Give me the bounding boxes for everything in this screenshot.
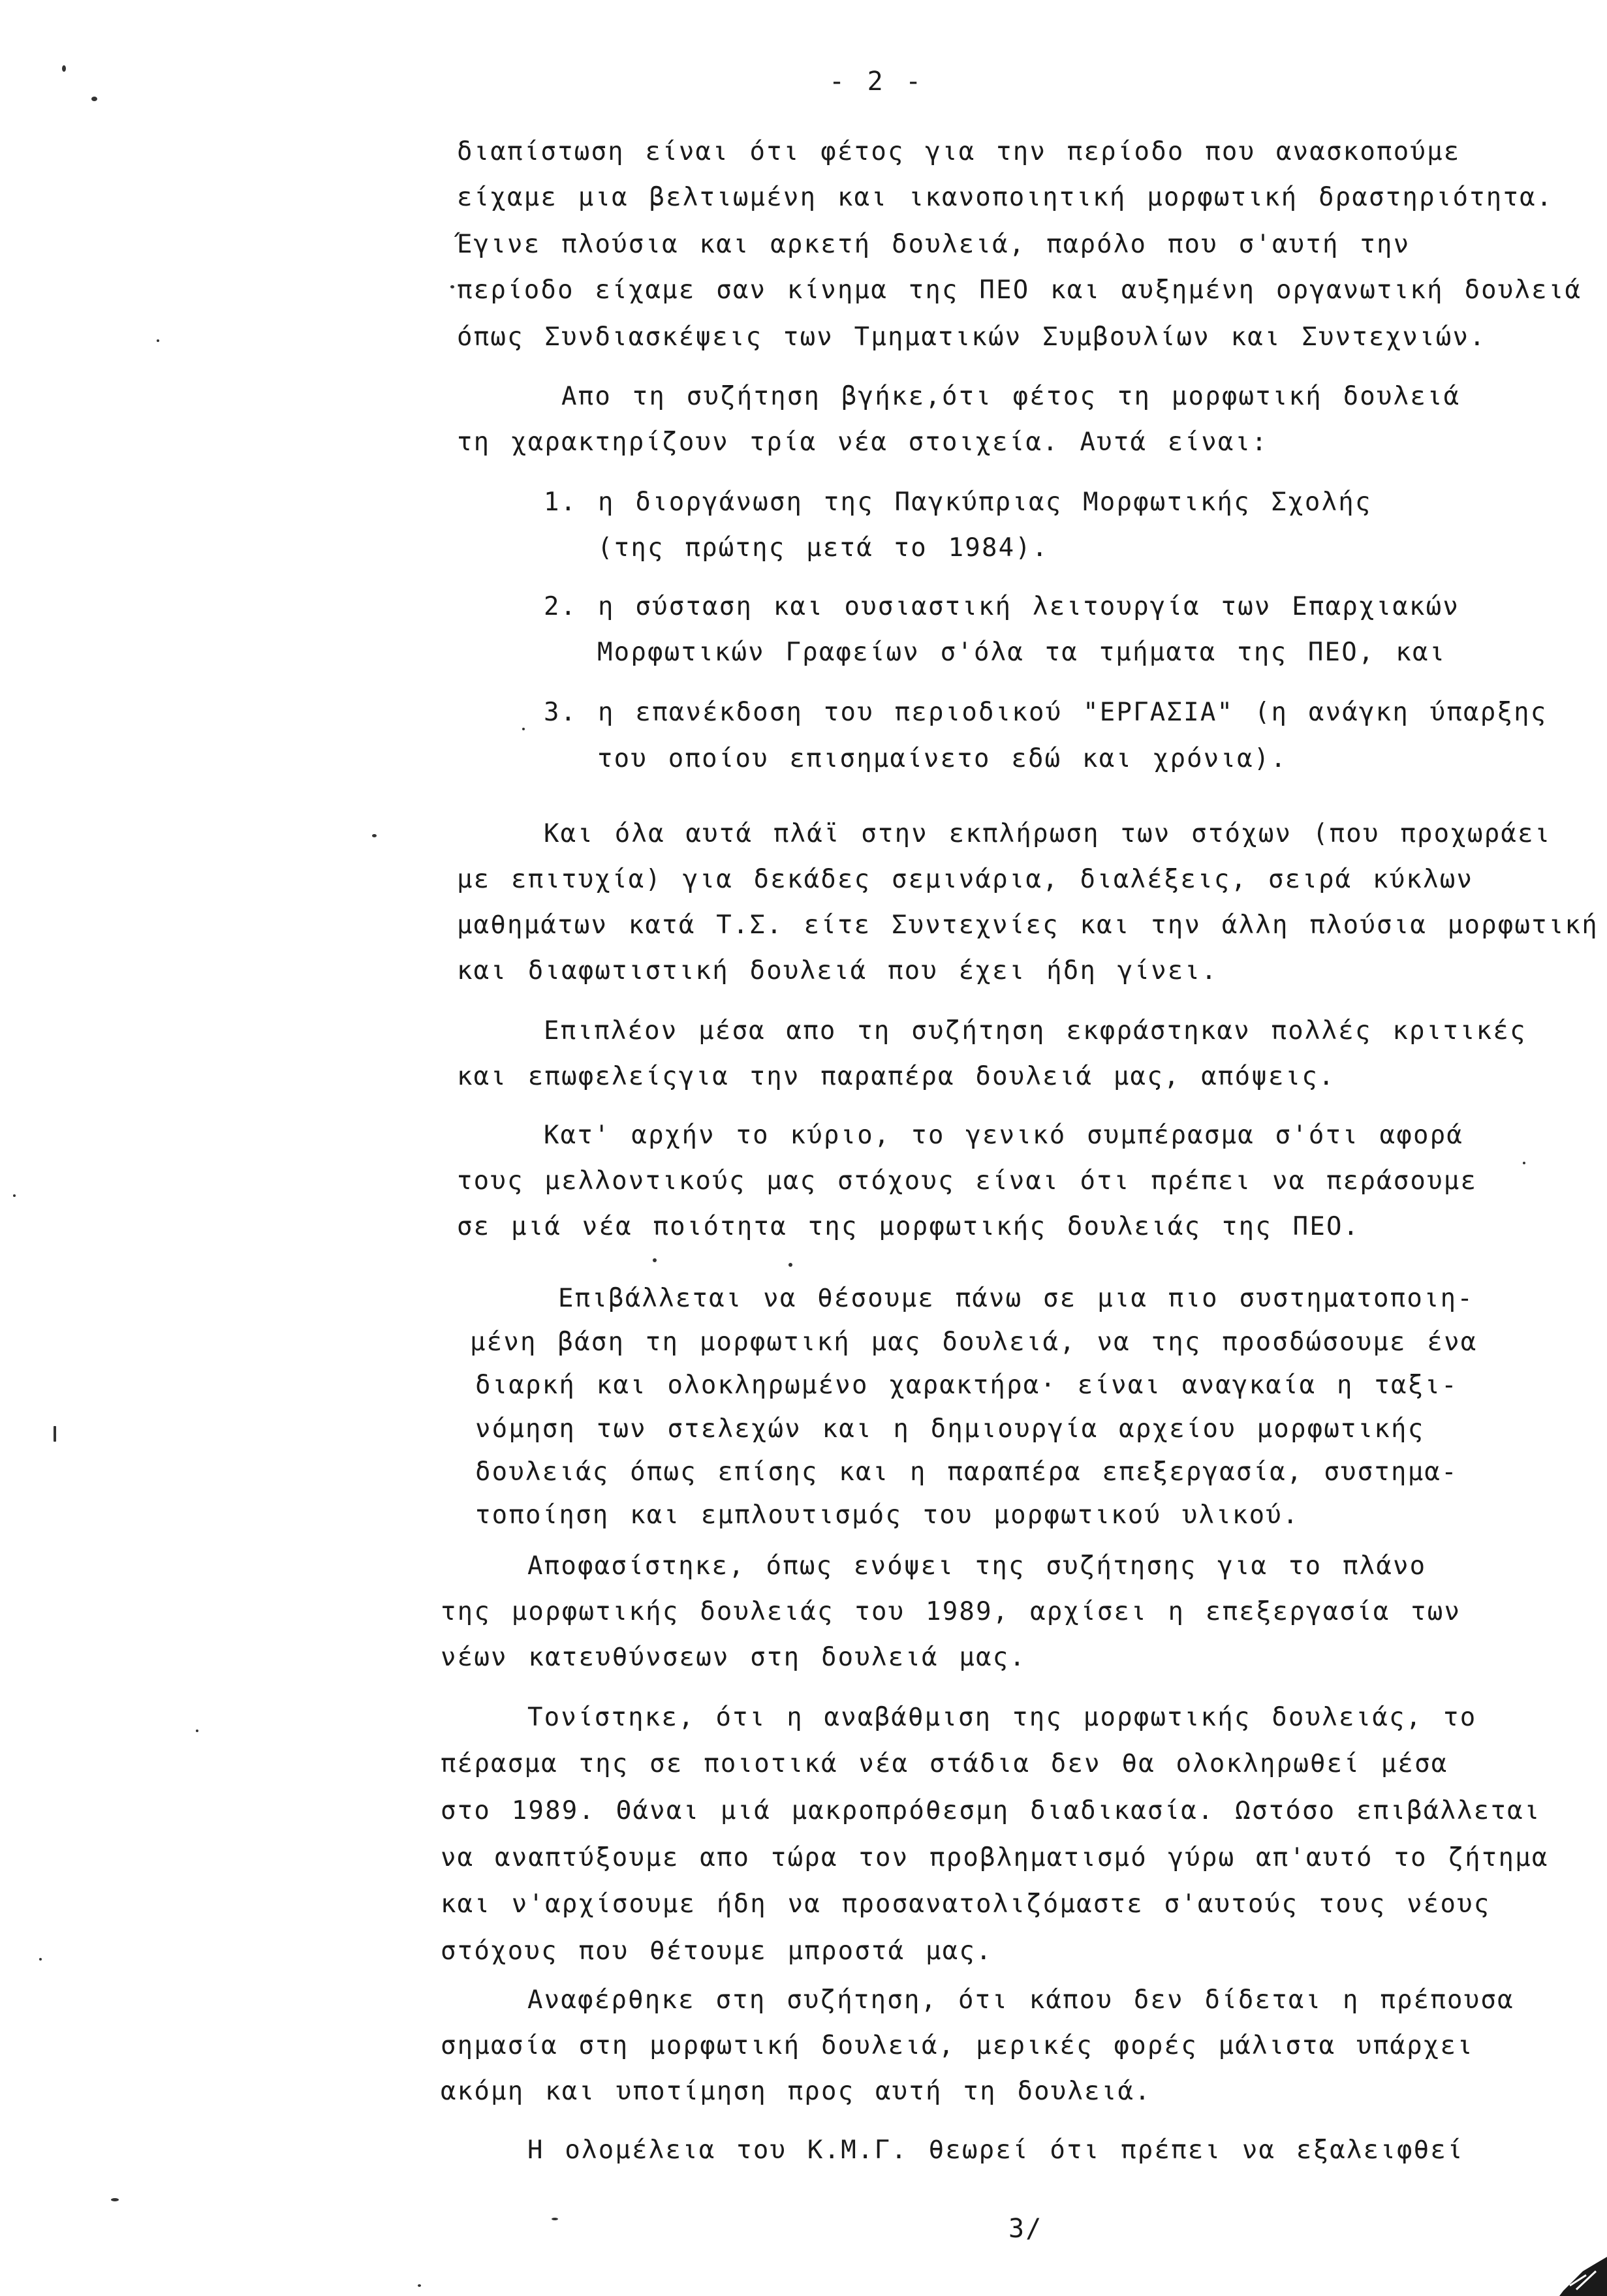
body-line: ακόμη και υποτίμηση προς αυτή τη δουλειά. <box>441 2077 1151 2106</box>
list-item: 1. η διοργάνωση της Παγκύπριας Μορφωτικής Σχολής <box>544 488 1372 517</box>
body-line: είχαμε μια βελτιωμένη και ικανοποιητική μορφωτική δραστηριότητα. <box>457 183 1553 212</box>
body-line: μαθημάτων κατά Τ.Σ. είτε Συντεχνίες και την άλλη πλούσια μορφωτική <box>457 910 1599 940</box>
body-line: τους μελλοντικούς μας στόχους είναι ότι πρέπει να περάσουμε <box>457 1166 1478 1196</box>
scan-speck <box>111 2198 119 2201</box>
body-line: της μορφωτικής δουλειάς του 1989, αρχίσει η επεξεργασία των <box>441 1597 1461 1626</box>
body-line: περίοδο είχαμε σαν κίνημα της ΠΕΟ και αυξημένη οργανωτική δουλειά <box>457 275 1582 305</box>
body-line: τη χαρακτηρίζουν τρία νέα στοιχεία. Αυτά είναι: <box>457 427 1268 457</box>
body-line: στόχους που θέτουμε μπροστά μας. <box>441 1936 993 1966</box>
scan-speck <box>552 2218 558 2220</box>
body-line: Και όλα αυτά πλάϊ στην εκπλήρωση των στόχων (που προχωράει <box>544 819 1552 848</box>
list-item: 3. η επανέκδοση του περιοδικού "ΕΡΓΑΣΙΑ" (η ανάγκη ύπαρξης <box>544 698 1548 727</box>
body-line: πέρασμα της σε ποιοτικά νέα στάδια δεν θα ολοκληρωθεί μέσα <box>441 1749 1448 1778</box>
body-line: Τονίστηκε, ότι η αναβάθμιση της μορφωτικής δουλειάς, το <box>527 1703 1477 1732</box>
scan-speck <box>450 285 454 288</box>
scan-speck <box>522 728 525 730</box>
list-item: (της πρώτης μετά το 1984). <box>597 533 1049 563</box>
body-line: μένη βάση τη μορφωτική μας δουλειά, να της προσδώσουμε ένα <box>470 1327 1478 1357</box>
body-line: με επιτυχία) για δεκάδες σεμινάρια, διαλέξεις, σειρά κύκλων <box>457 865 1474 894</box>
body-line: Επιβάλλεται να θέσουμε πάνω σε μια πιο συστηματοποιη- <box>558 1284 1474 1313</box>
body-line: σε μιά νέα ποιότητα της μορφωτικής δουλειάς της ΠΕΟ. <box>457 1212 1360 1241</box>
scan-speck <box>54 1426 56 1442</box>
corner-mark-icon <box>1557 2252 1607 2296</box>
list-item: Μορφωτικών Γραφείων σ'όλα τα τμήματα της ΠΕΟ, και <box>597 638 1446 667</box>
body-line: Έγινε πλούσια και αρκετή δουλειά, παρόλο που σ'αυτή την <box>457 230 1411 259</box>
body-line: Αναφέρθηκε στη συζήτηση, ότι κάπου δεν δίδεται η πρέπουσα <box>527 1985 1514 2015</box>
scan-speck <box>91 97 97 101</box>
body-line: και επωφελείςγια την παραπέρα δουλειά μας, απόψεις. <box>457 1062 1335 1091</box>
scan-speck <box>1523 1162 1525 1164</box>
body-line: Κατ' αρχήν το κύριο, το γενικό συμπέρασμα σ'ότι αφορά <box>544 1121 1464 1150</box>
body-line: και ν'αρχίσουμε ήδη να προσανατολιζόμαστε σ'αυτούς τους νέους <box>441 1889 1491 1919</box>
list-item: του οποίου επισημαίνετο εδώ και χρόνια). <box>597 744 1288 773</box>
body-line: τοποίηση και εμπλουτισμός του μορφωτικού υλικού. <box>475 1500 1300 1530</box>
scan-speck <box>418 2284 421 2287</box>
page-number: - 2 - <box>829 67 923 97</box>
scan-speck <box>653 1258 657 1262</box>
body-line: σημασία στη μορφωτική δουλειά, μερικές φορές μάλιστα υπάρχει <box>441 2031 1474 2060</box>
body-line: όπως Συνδιασκέψεις των Τμηματικών Συμβουλίων και Συντεχνιών. <box>457 322 1486 352</box>
body-line: διαρκή και ολοκληρωμένο χαρακτήρα· είναι αναγκαία η ταξι- <box>475 1371 1458 1400</box>
body-line: Η ολομέλεια του Κ.Μ.Γ. θεωρεί ότι πρέπει να εξαλειφθεί <box>527 2135 1464 2165</box>
continuation-marker: 3/ <box>1008 2214 1043 2244</box>
body-line: δουλειάς όπως επίσης και η παραπέρα επεξεργασία, συστημα- <box>475 1457 1458 1487</box>
scan-speck <box>39 1958 42 1961</box>
scan-speck <box>196 1730 198 1732</box>
scan-speck <box>372 834 377 837</box>
body-line: και διαφωτιστική δουλειά που έχει ήδη γίνει. <box>457 956 1218 985</box>
scan-speck <box>62 65 66 72</box>
list-item: 2. η σύσταση και ουσιαστική λειτουργία των Επαρχιακών <box>544 592 1460 621</box>
body-line: στο 1989. Θάναι μιά μακροπρόθεσμη διαδικασία. Ωστόσο επιβάλλεται <box>441 1796 1541 1825</box>
scan-speck <box>13 1194 16 1197</box>
scan-speck <box>788 1263 792 1267</box>
body-line: Επιπλέον μέσα απο τη συζήτηση εκφράστηκαν πολλές κριτικές <box>544 1016 1527 1046</box>
body-line: να αναπτύξουμε απο τώρα τον προβληματισμό γύρω απ'αυτό το ζήτημα <box>441 1843 1549 1872</box>
scan-speck <box>157 339 159 342</box>
body-line: διαπίστωση είναι ότι φέτος για την περίοδο που ανασκοπούμε <box>457 137 1461 166</box>
body-line: νέων κατευθύνσεων στη δουλειά μας. <box>441 1643 1027 1672</box>
body-line: Απο τη συζήτηση βγήκε,ότι φέτος τη μορφωτική δουλειά <box>561 382 1461 411</box>
body-line: νόμηση των στελεχών και η δημιουργία αρχείου μορφωτικής <box>475 1414 1425 1444</box>
body-line: Αποφασίστηκε, όπως ενόψει της συζήτησης για το πλάνο <box>527 1551 1427 1581</box>
